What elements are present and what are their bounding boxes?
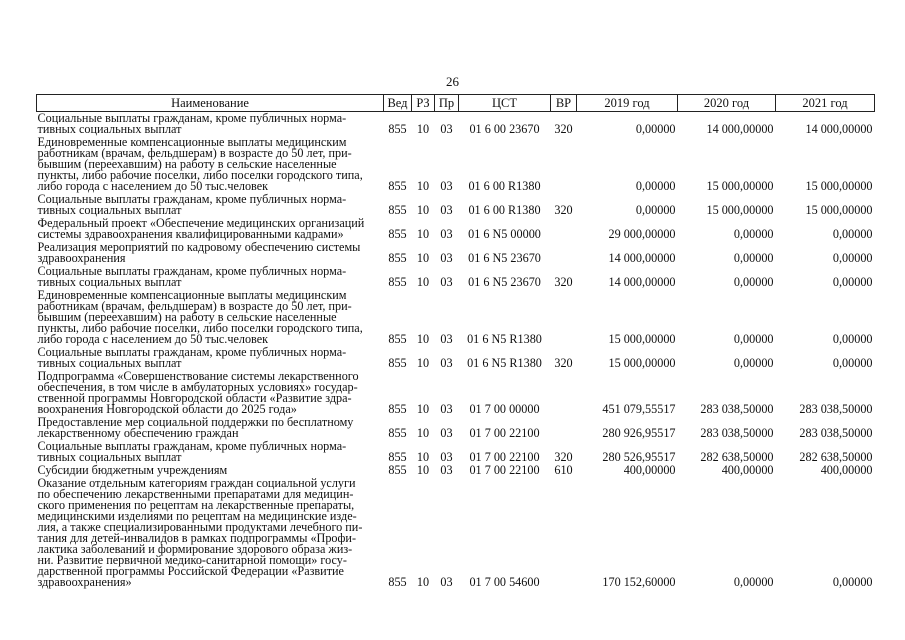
row-2020: 0,00000: [733, 251, 774, 265]
row-pr: 03: [440, 275, 453, 289]
row-2019: 15 000,00000: [608, 332, 676, 346]
row-ved: 855: [388, 402, 407, 416]
row-vr: [551, 241, 577, 265]
row-rz: 10: [416, 463, 430, 477]
row-rz: 10: [416, 575, 430, 589]
row-2020: 0,00000: [733, 227, 774, 241]
row-rz: 10: [416, 122, 430, 136]
row-ved: 855: [388, 332, 407, 346]
row-cst: 01 7 00 22100: [469, 463, 540, 477]
row-cst: 01 7 00 54600: [469, 575, 540, 589]
row-2020: 283 038,50000: [700, 402, 774, 416]
row-2021: 283 038,50000: [799, 426, 873, 440]
page-number: 26: [446, 74, 459, 89]
row-name: Федеральный проект «Обеспечение медицинских организаций системы здравоохранения квалифицированными кадрами»: [37, 216, 365, 241]
row-rz: 10: [416, 332, 430, 346]
row-ved: 855: [388, 356, 407, 370]
row-vr: 320: [554, 450, 573, 464]
row-2021: 0,00000: [832, 356, 873, 370]
row-vr: 320: [554, 275, 573, 289]
row-2021: 0,00000: [832, 251, 873, 265]
table-row: [37, 416, 875, 440]
row-rz: 10: [416, 203, 430, 217]
row-2021: 0,00000: [832, 575, 873, 589]
row-name: Единовременные компенсационные выплаты медицинским работникам (врачам, фельдшерам) в возрасте до 50 лет, при- бывшим (переехавшим) на работу в сельские населенные пункты, либо рабочие поселки, либо поселки городского типа, либо города с населением до 50 тыс.человек: [37, 288, 363, 346]
row-2020: 0,00000: [733, 275, 774, 289]
header-2021: 2021 год: [776, 95, 875, 112]
table-row: [37, 477, 875, 589]
row-pr: 03: [440, 450, 453, 464]
row-cst: 01 7 00 22100: [469, 426, 540, 440]
row-cst: 01 6 N5 23670: [468, 275, 541, 289]
row-2021: 14 000,00000: [805, 122, 873, 136]
row-pr: 03: [440, 356, 453, 370]
table-body: [37, 112, 875, 590]
row-2019: 15 000,00000: [608, 356, 676, 370]
row-pr: 03: [440, 122, 453, 136]
row-2021: 0,00000: [832, 332, 873, 346]
row-ved: 855: [388, 122, 407, 136]
row-cst: 01 7 00 22100: [469, 450, 540, 464]
row-2021: 15 000,00000: [805, 203, 873, 217]
row-name: Социальные выплаты гражданам, кроме публичных норма- тивных социальных выплат: [37, 264, 347, 289]
row-2019: 280 526,95517: [602, 450, 676, 464]
row-name: Реализация мероприятий по кадровому обеспечению системы здравоохранения: [37, 240, 361, 265]
row-2019: 0,00000: [635, 203, 676, 217]
row-name: Социальные выплаты гражданам, кроме публичных норма- тивных социальных выплат: [37, 192, 347, 217]
row-2021: 0,00000: [832, 275, 873, 289]
row-ved: 855: [388, 227, 407, 241]
row-ved: 855: [388, 179, 407, 193]
header-2019: 2019 год: [577, 95, 678, 112]
table-row: [37, 193, 875, 217]
row-2019: 0,00000: [635, 179, 676, 193]
header-cst: ЦСТ: [459, 95, 551, 112]
row-pr: 03: [440, 463, 453, 477]
row-2020: 0,00000: [733, 356, 774, 370]
row-ved: 855: [388, 463, 407, 477]
row-vr: [551, 416, 577, 440]
table-row: [37, 289, 875, 346]
row-2019: 0,00000: [635, 122, 676, 136]
row-pr: 03: [440, 332, 453, 346]
table-row: [37, 440, 875, 464]
header-name: Наименование: [37, 95, 384, 112]
row-2020: 15 000,00000: [706, 179, 774, 193]
row-vr: [551, 136, 577, 193]
table-row: [37, 112, 875, 137]
row-rz: 10: [416, 356, 430, 370]
table-header-row: [37, 95, 875, 112]
row-name: Субсидии бюджетным учреждениям: [37, 463, 228, 477]
row-cst: 01 6 00 23670: [469, 122, 540, 136]
row-rz: 10: [416, 402, 430, 416]
row-vr: 320: [554, 356, 573, 370]
row-vr: [551, 477, 577, 589]
row-pr: 03: [440, 575, 453, 589]
row-2021: 0,00000: [832, 227, 873, 241]
row-name: Единовременные компенсационные выплаты медицинским работникам (врачам, фельдшерам) в возрасте до 50 лет, при- бывшим (переехавшим) на работу в сельские населенные пункты, либо рабочие поселки, либо поселки городского типа, либо города с населением до 50 тыс.человек: [37, 135, 363, 193]
row-cst: 01 6 N5 R1380: [467, 332, 542, 346]
header-rz: РЗ: [412, 95, 435, 112]
row-2020: 0,00000: [733, 332, 774, 346]
row-ved: 855: [388, 251, 407, 265]
row-2021: 283 038,50000: [799, 402, 873, 416]
row-pr: 03: [440, 227, 453, 241]
row-cst: 01 6 N5 23670: [468, 251, 541, 265]
table-row: [37, 370, 875, 416]
row-pr: 03: [440, 179, 453, 193]
row-vr: [551, 289, 577, 346]
row-ved: 855: [388, 575, 407, 589]
header-pr: Пр: [435, 95, 459, 112]
row-2020: 400,00000: [721, 463, 774, 477]
row-cst: 01 6 N5 R1380: [467, 356, 542, 370]
row-vr: [551, 370, 577, 416]
row-vr: [551, 217, 577, 241]
header-vr: ВР: [551, 95, 577, 112]
row-2021: 15 000,00000: [805, 179, 873, 193]
row-cst: 01 7 00 00000: [469, 402, 540, 416]
header-ved: Вед: [384, 95, 412, 112]
table-row: [37, 241, 875, 265]
row-2019: 14 000,00000: [608, 275, 676, 289]
row-cst: 01 6 00 R1380: [468, 179, 541, 193]
table-row: [37, 136, 875, 193]
row-pr: 03: [440, 402, 453, 416]
row-pr: 03: [440, 251, 453, 265]
row-2019: 14 000,00000: [608, 251, 676, 265]
header-2020: 2020 год: [678, 95, 776, 112]
row-2019: 280 926,95517: [602, 426, 676, 440]
row-name: Социальные выплаты гражданам, кроме публичных норма- тивных социальных выплат: [37, 345, 347, 370]
table-row: [37, 346, 875, 370]
row-rz: 10: [416, 450, 430, 464]
row-2020: 282 638,50000: [700, 450, 774, 464]
row-name: Подпрограмма «Совершенствование системы лекарственного обеспечения, в том числе в амбулаторных условиях» государ- ственной программы Новгородской области «Развитие здра- воохранения Новгородской области до 2025 года»: [37, 369, 359, 416]
row-name: Предоставление мер социальной поддержки по бесплатному лекарственному обеспечению граждан: [37, 415, 354, 440]
row-2021: 282 638,50000: [799, 450, 873, 464]
row-cst: 01 6 00 R1380: [468, 203, 541, 217]
row-ved: 855: [388, 203, 407, 217]
row-pr: 03: [440, 426, 453, 440]
row-rz: 10: [416, 426, 430, 440]
table-row: [37, 265, 875, 289]
row-name: Социальные выплаты гражданам, кроме публичных норма- тивных социальных выплат: [37, 439, 347, 464]
row-2020: 0,00000: [733, 575, 774, 589]
row-2021: 400,00000: [820, 463, 873, 477]
row-rz: 10: [416, 179, 430, 193]
row-rz: 10: [416, 251, 430, 265]
row-vr: 610: [554, 463, 573, 477]
row-2019: 170 152,60000: [602, 575, 676, 589]
row-2019: 451 079,55517: [602, 402, 676, 416]
row-vr: 320: [554, 122, 573, 136]
table-row: [37, 217, 875, 241]
row-rz: 10: [416, 227, 430, 241]
row-2020: 283 038,50000: [700, 426, 774, 440]
row-ved: 855: [388, 450, 407, 464]
row-ved: 855: [388, 275, 407, 289]
row-name: Социальные выплаты гражданам, кроме публичных норма- тивных социальных выплат: [37, 111, 347, 136]
row-cst: 01 6 N5 00000: [468, 227, 541, 241]
row-2020: 14 000,00000: [706, 122, 774, 136]
row-ved: 855: [388, 426, 407, 440]
row-2020: 15 000,00000: [706, 203, 774, 217]
row-2019: 400,00000: [623, 463, 676, 477]
row-rz: 10: [416, 275, 430, 289]
row-pr: 03: [440, 203, 453, 217]
row-2019: 29 000,00000: [608, 227, 676, 241]
row-name: Оказание отдельным категориям граждан социальной услуги по обеспечению лекарственными препаратами для медицин- ского применения по рецептам на лекарственные препараты, медицинскими изделиями по рецептам на медицинские изде- лия, а также специализированными продуктами лечебного пи- тания для детей-инвалидов в рамках подпрограммы «Профи- лактика заболеваний и формирование здорового образа жиз- ни. Развитие первичной медико-санитарной помощи» госу- дарственной программы Российской Федерации «Развитие здравоохранения»: [37, 476, 363, 589]
row-vr: 320: [554, 203, 573, 217]
budget-table: [36, 94, 875, 589]
